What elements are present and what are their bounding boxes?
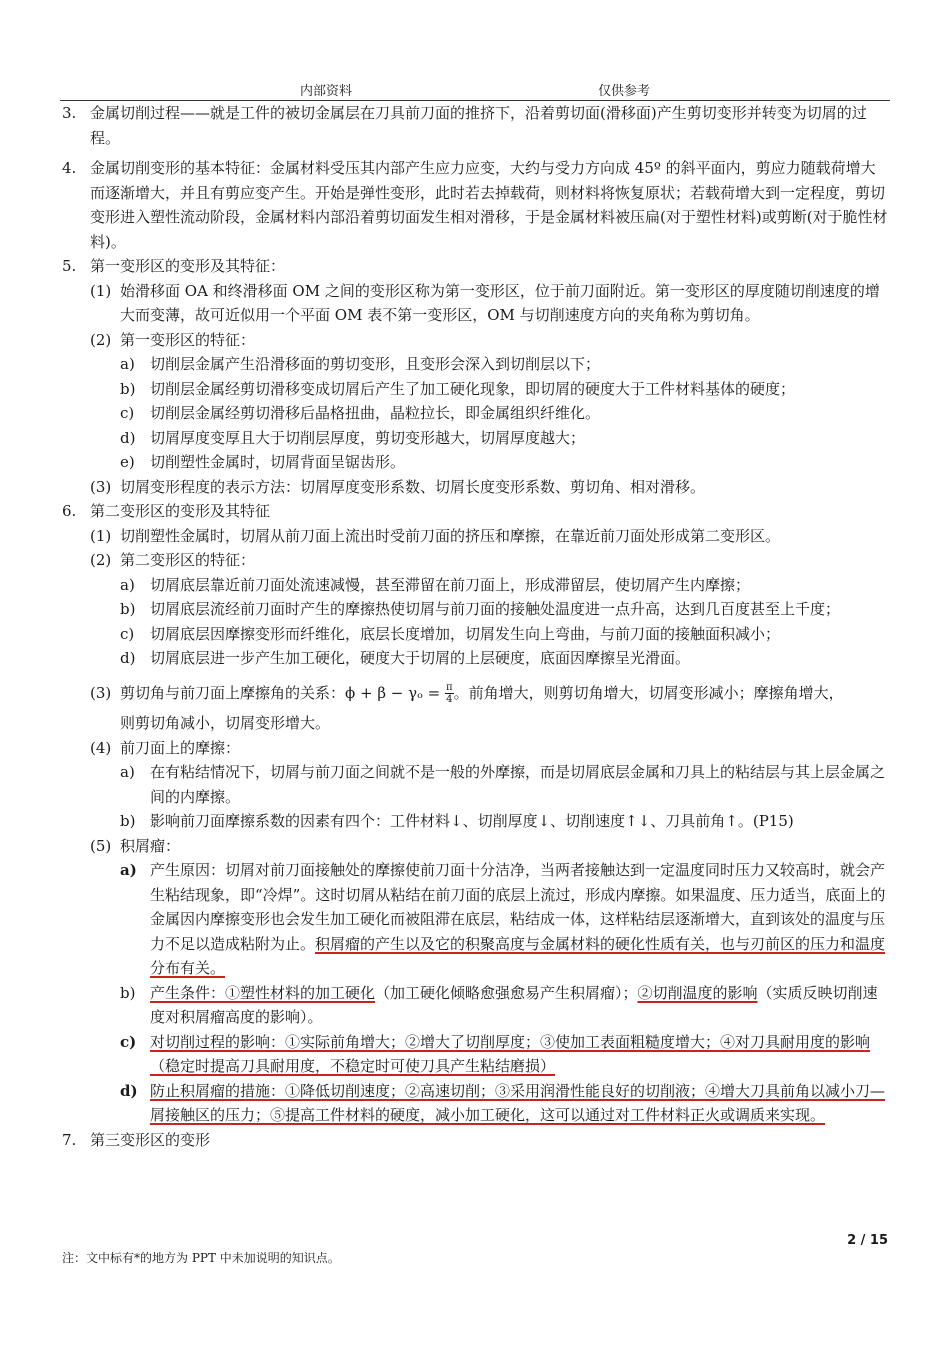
list-text: 切屑底层靠近前刀面处流速减慢，甚至滞留在前刀面上，形成滞留层，使切屑产生内摩擦； xyxy=(150,575,751,594)
list-text: 切屑底层因摩擦变形而纤维化，底层长度增加，切屑发生向上弯曲，与前刀面的接触面积减小； xyxy=(150,624,781,643)
underlined-condition-2: ②切削温度的影响 xyxy=(637,983,758,1002)
item-5-2-c xyxy=(0,401,950,426)
condition-2-note: （实质反映切削速度对积屑瘤高度的影响）。 xyxy=(150,983,878,1026)
list-text xyxy=(150,1030,890,1079)
item-6-5-b xyxy=(0,981,950,1030)
list-text: 在有粘结情况下，切屑与前刀面之间就不是一般的外摩擦，而是切屑底层金属和刀具上的粘结层与其上层金属之间的内摩擦。 xyxy=(150,763,886,806)
list-marker: a) xyxy=(120,575,135,594)
sub-text: 第一变形区的特征： xyxy=(120,330,256,349)
item-number: 3. xyxy=(62,104,77,122)
item-5-2 xyxy=(0,328,950,353)
formula-explanation: 。前角增大，则剪切角增大，切屑变形减小；摩擦角增大， xyxy=(453,683,844,702)
bue-cause-text: 产生原因：切屑对前刀面接触处的摩擦使前刀面十分洁净，当两者接触达到一定温度同时压力又较高时，就会产生粘结现象，即“冷焊”。这时切屑从粘结在前刀面的底层上流过，形成内摩擦。如果温度、压力适当，底面上的金属因内摩擦变形也会发生加工硬化而被阻滞在底层，粘结成一体，这样粘结层逐渐增大，直到该处的温度与压力不足以造成粘附为止。 xyxy=(150,861,886,953)
list-marker: b) xyxy=(120,983,136,1002)
list-text xyxy=(150,981,890,1030)
item-6-4-a xyxy=(0,760,950,809)
list-text xyxy=(150,858,890,981)
item-4 xyxy=(0,156,950,254)
item-6-5-c xyxy=(0,1030,950,1079)
sub-number: (2) xyxy=(90,551,112,569)
item-6-2 xyxy=(0,548,950,573)
list-marker: a) xyxy=(120,763,135,781)
sub-number: (1) xyxy=(90,281,112,300)
list-marker: c) xyxy=(120,404,135,422)
list-text: 切屑底层流经前刀面时产生的摩擦热使切屑与前刀面的接触处温度进一点升高，达到几百度甚至上千度； xyxy=(150,600,841,618)
list-marker: c) xyxy=(120,1032,137,1051)
list-marker: d) xyxy=(120,1081,138,1100)
item-6-5-d xyxy=(0,1079,950,1128)
sub-text xyxy=(120,681,890,706)
list-text: 切削塑性金属时，切屑背面呈锯齿形。 xyxy=(150,453,406,471)
item-5-2-a xyxy=(0,352,950,377)
item-5-2-b xyxy=(0,377,950,402)
item-6-2-c xyxy=(0,622,950,647)
list-marker: e) xyxy=(120,453,135,471)
list-marker: d) xyxy=(120,649,136,667)
sub-text: 积屑瘤： xyxy=(120,836,181,855)
sub-text: 切屑变形程度的表示方法：切屑厚度变形系数、切屑长度变形系数、剪切角、相对滑移。 xyxy=(120,477,706,496)
item-6-3-continued xyxy=(0,711,950,736)
list-marker: b) xyxy=(120,812,136,830)
item-text: 第三变形区的变形 xyxy=(90,1130,211,1149)
list-marker: a) xyxy=(120,861,137,879)
item-number: 7. xyxy=(62,1130,77,1149)
item-number: 6. xyxy=(62,502,77,520)
item-text: 金属切削变形的基本特征：金属材料受压其内部产生应力应变，大约与受力方向成 45º 的斜平面内，剪应力随载荷增大而逐渐增大，并且有剪应变产生。开始是弹性变形，此时若去掉载荷，则材料将恢复原状；若载荷增大到一定程度，剪切变形进入塑性流动阶段，金属材料内部沿着剪切面发生相对滑移，于是金属材料被压扁(对于塑性材料)或剪断(对于脆性材料)。 xyxy=(90,159,888,251)
item-7 xyxy=(0,1128,950,1153)
page-number: 2 / 15 xyxy=(847,1233,888,1248)
item-6-1 xyxy=(0,524,950,549)
list-text xyxy=(150,1079,890,1128)
item-6 xyxy=(0,499,950,524)
sub-text: 始滑移面 OA 和终滑移面 OM 之间的变形区称为第一变形区，位于前刀面附近。第一变形区的厚度随切削速度的增大而变薄，故可近似用一个平面 OM 表不第一变形区，OM 与切削速度方向的夹角称为剪切角。 xyxy=(120,281,880,324)
sub-text: 切削塑性金属时，切屑从前刀面上流出时受前刀面的挤压和摩擦，在靠近前刀面处形成第二变形区。 xyxy=(120,526,781,545)
condition-1-note: （加工硬化倾略愈强愈易产生积屑瘤）； xyxy=(375,983,638,1002)
item-3 xyxy=(0,101,950,150)
underlined-condition-1: 产生条件：①塑性材料的加工硬化 xyxy=(150,983,376,1002)
item-6-5 xyxy=(0,834,950,859)
sub-number: (1) xyxy=(90,526,112,545)
sub-text-continued: 则剪切角减小，切屑变形增大。 xyxy=(120,714,331,732)
footnote: 注：文中标有*的地方为 PPT 中未加说明的知识点。 xyxy=(62,1251,340,1265)
item-5-2-e xyxy=(0,450,950,475)
item-6-3 xyxy=(0,681,950,706)
item-text: 第二变形区的变形及其特征 xyxy=(90,502,271,520)
item-6-2-b xyxy=(0,597,950,622)
item-number: 5. xyxy=(62,257,77,275)
fraction-numerator: π xyxy=(445,682,453,693)
item-number: 4. xyxy=(62,159,77,177)
sub-number: (5) xyxy=(90,836,112,855)
item-6-5-a xyxy=(0,858,950,981)
underlined-measures: 防止积屑瘤的措施：①降低切削速度；②高速切削；③采用润滑性能良好的切削液；④增大刀具前角以减小刀—屑接触区的压力；⑤提高工件材料的硬度，减小加工硬化，这可以通过对工件材料正火或调质来实现。 xyxy=(150,1081,886,1124)
list-marker: b) xyxy=(120,600,136,618)
list-marker: c) xyxy=(120,624,135,643)
item-text: 第一变形区的变形及其特征： xyxy=(90,257,286,275)
item-6-2-d xyxy=(0,646,950,671)
item-5-2-d xyxy=(0,426,950,451)
item-6-4-b xyxy=(0,809,950,834)
underlined-key-point: 积屑瘤的产生以及它的积聚高度与金属材料的硬化性质有关，也与刃前区的压力和温度分布有关。 xyxy=(150,934,886,977)
item-6-4 xyxy=(0,736,950,761)
header-right: 仅供参考 xyxy=(598,84,651,99)
sub-number: (4) xyxy=(90,738,112,757)
fraction-denominator: 4 xyxy=(446,694,453,705)
list-marker: d) xyxy=(120,428,136,447)
item-5-1 xyxy=(0,279,950,328)
sub-number: (2) xyxy=(90,330,112,349)
formula-intro: 剪切角与前刀面上摩擦角的关系： xyxy=(120,683,346,702)
pi-over-four-fraction xyxy=(445,682,454,705)
underlined-effects: 对切削过程的影响：①实际前角增大；②增大了切削厚度；③使加工表面粗糙度增大；④对刀具耐用度的影响（稳定时提高刀具耐用度，不稳定时可使刀具产生粘结磨损） xyxy=(150,1032,871,1075)
item-text: 金属切削过程——就是工件的被切金属层在刀具前刀面的推挤下，沿着剪切面(滑移面)产生剪切变形并转变为切屑的过程。 xyxy=(90,104,867,147)
list-text: 切屑底层进一步产生加工硬化，硬度大于切屑的上层硬度，底面因摩擦呈光滑面。 xyxy=(150,649,691,667)
item-6-2-a xyxy=(0,573,950,598)
list-text: 切削层金属经剪切滑移变成切屑后产生了加工硬化现象，即切屑的硬度大于工件材料基体的硬度； xyxy=(150,379,796,398)
header-left: 内部资料 xyxy=(300,84,353,99)
sub-number: (3) xyxy=(90,683,112,702)
list-text: 切屑厚度变厚且大于切削层厚度，剪切变形越大，切屑厚度越大； xyxy=(150,428,586,447)
item-5 xyxy=(0,254,950,279)
sub-text: 前刀面上的摩擦： xyxy=(120,738,241,757)
list-marker: b) xyxy=(120,379,136,398)
list-marker: a) xyxy=(120,355,135,373)
item-5-3 xyxy=(0,475,950,500)
document-body xyxy=(0,101,950,1152)
sub-text: 第二变形区的特征： xyxy=(120,551,256,569)
list-text: 切削层金属产生沿滑移面的剪切变形，且变形会深入到切削层以下； xyxy=(150,355,601,373)
shear-angle-formula: ϕ + β − γₒ = xyxy=(345,683,441,702)
list-text: 切削层金属经剪切滑移后晶格扭曲，晶粒拉长，即金属组织纤维化。 xyxy=(150,404,601,422)
list-text: 影响前刀面摩擦系数的因素有四个：工件材料↓、切削厚度↓、切削速度↑↓、刀具前角↑。(P15) xyxy=(150,812,794,830)
sub-number: (3) xyxy=(90,477,112,496)
